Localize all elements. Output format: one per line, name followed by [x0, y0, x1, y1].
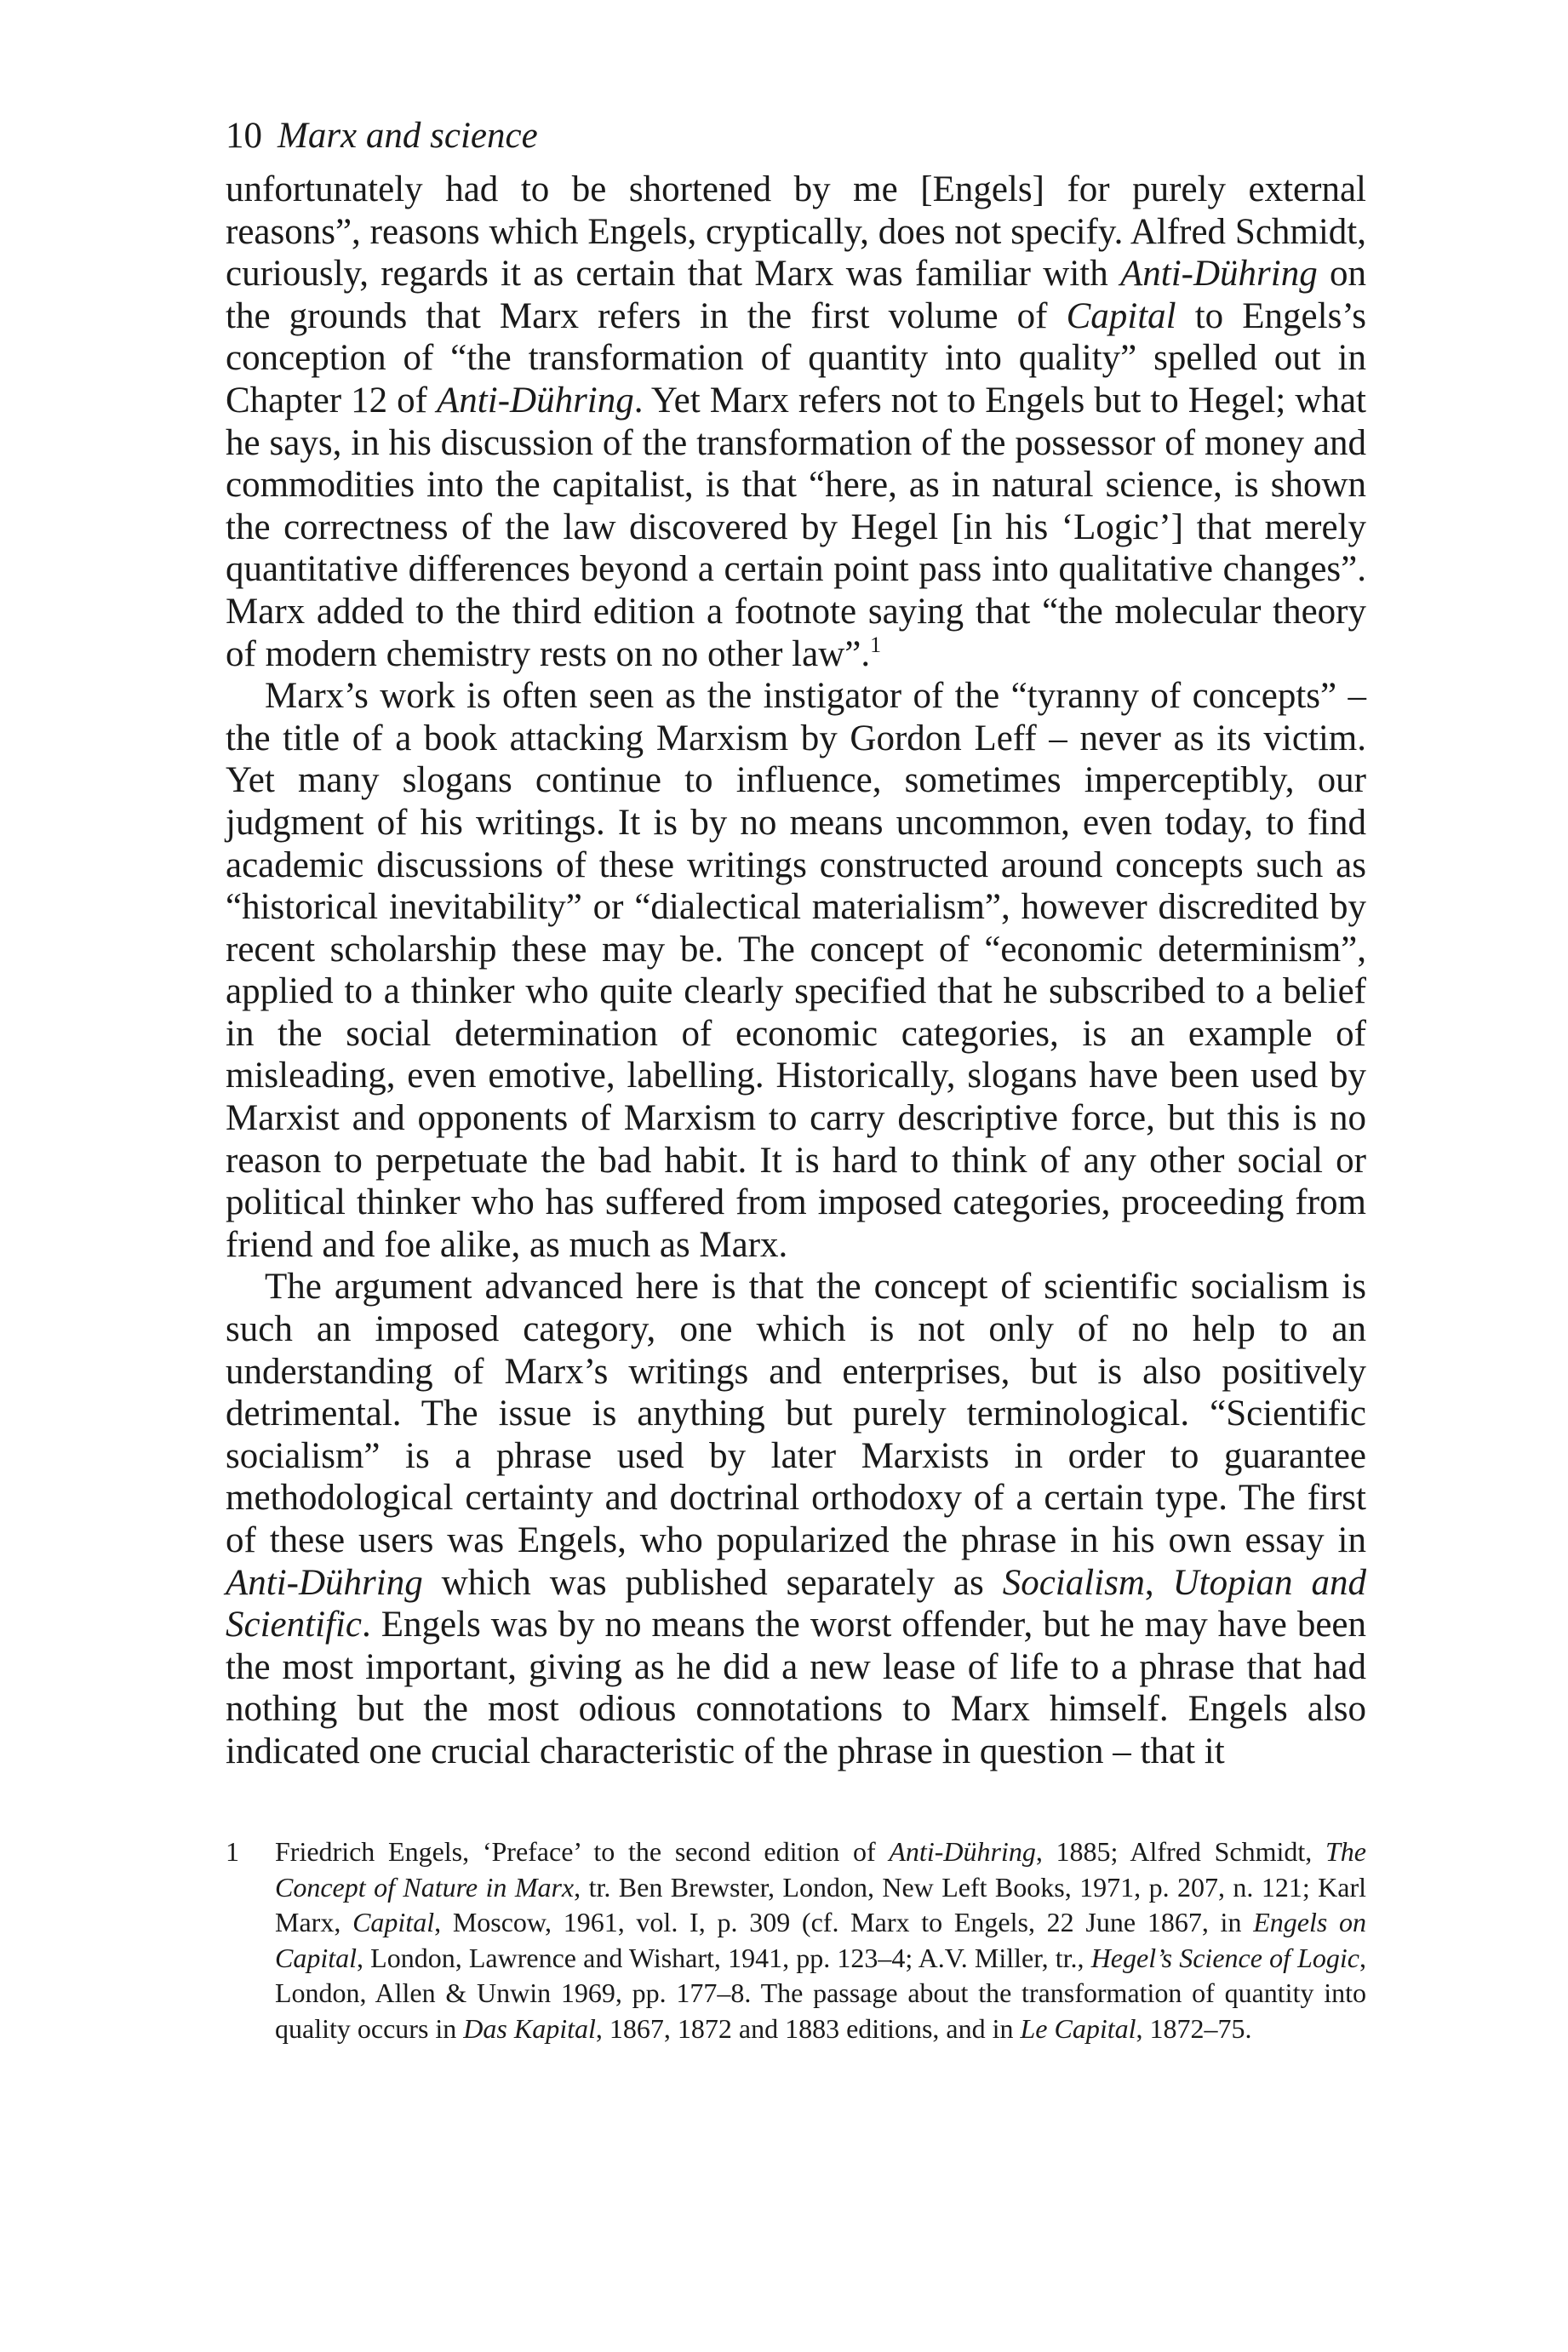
body-paragraph: [226, 675, 1366, 1266]
footnote-number: 1: [226, 1836, 239, 1867]
italic-text: Anti-Dühring: [1120, 254, 1318, 295]
italic-text: Socialism: [1002, 1562, 1145, 1603]
text-run: , tr. Ben Brewster, London, New Left Books, 1971, p. 207, n. 121; Karl Marx,: [275, 1871, 1367, 1937]
book-page: [226, 111, 1367, 2044]
italic-text: Anti-Dühring: [437, 380, 634, 421]
text-run: . Engels was by no means the worst offender, but he may have been the most important, giving as he did a new lease of life to a phrase that had nothing but the most odious connotations to Marx himself. Engels also indicated one crucial characteristic of the phrase in question – that it: [226, 1605, 1366, 1771]
italic-text: The Concept of Nature in Marx: [275, 1836, 1366, 1903]
body-text: [226, 169, 1366, 1773]
italic-text: Anti-Dühring: [226, 1562, 423, 1603]
text-run: Friedrich Engels, ‘Preface’ to the second edition of: [275, 1836, 890, 1867]
italic-text: Engels on Capital: [275, 1907, 1367, 1973]
text-run: unfortunately had to be shortened by me [Engels] for purely external reasons”, reasons which Engels, cryptically, does not specify. Alfred Schmidt, curiously, regards it as certain that Marx was familiar with: [226, 169, 1366, 295]
footnote: [226, 1834, 1366, 2046]
footnotes: [226, 1834, 1366, 2046]
text-run: ,: [1144, 1562, 1173, 1603]
text-run: , 1872–75.: [1136, 2012, 1252, 2044]
page-number: 10: [226, 116, 262, 156]
italic-text: Anti-Dühring: [889, 1836, 1036, 1867]
italic-text: Le Capital: [1020, 2012, 1136, 2044]
text-run: which was published separately as: [422, 1562, 1003, 1603]
text-run: Marx’s work is often seen as the instigator of the “tyranny of concepts” – the title of a book attacking Marxism by Gordon Leff – never as its victim. Yet many slogans continue to influence, sometimes imperceptibly, our judgment of his writings. It is by no means uncommon, even today, to find academic discussions of these writings constructed around concepts such as “historical inevitability” or “dialectical materialism”, however discredited by recent scholarship these may be. The concept of “economic determinism”, applied to a thinker who quite clearly specified that he subscribed to a belief in the social determination of economic categories, is an example of misleading, even emotive, labelling. Historically, slogans have been used by Marxist and opponents of Marxism to carry descriptive force, but this is no reason to perpetuate the bad habit. It is hard to think of any other social or political thinker who has suffered from imposed categories, proceeding from friend and foe alike, as much as Marx.: [226, 676, 1366, 1265]
footnote-reference[interactable]: 1: [870, 632, 882, 657]
running-head: [226, 111, 1366, 162]
body-paragraph: [226, 1266, 1366, 1772]
text-run: on the grounds that Marx refers in the first volume of: [226, 254, 1367, 336]
italic-text: Utopian and Scientific: [226, 1562, 1367, 1645]
text-run: The argument advanced here is that the concept of scientific socialism is such an imposed category, one which is not only of no help to an understanding of Marx’s writings and enterprises, but is also positively detrimental. The issue is anything but purely terminological. “Scientific socialism” is a phrase used by later Marxists in order to guarantee methodological certainty and doctrinal orthodoxy of a certain type. The first of these users was Engels, who popularized the phrase in his own essay in: [226, 1267, 1366, 1560]
text-run: , Moscow, 1961, vol. I, p. 309 (cf. Marx to Engels, 22 June 1867, in: [434, 1907, 1254, 1937]
italic-text: Hegel’s Science of Logic: [1090, 1942, 1360, 1973]
text-run: , London, Allen & Unwin 1969, pp. 177–8. The passage about the transformation of quantity into quality occurs in: [275, 1942, 1367, 2044]
footnote-text: [275, 1834, 1366, 2046]
text-run: , London, Lawrence and Wishart, 1941, pp. 123–4; A.V. Miller, tr.,: [357, 1942, 1091, 1973]
text-run: , 1867, 1872 and 1883 editions, and in: [595, 2012, 1021, 2044]
running-head-title: Marx and science: [278, 116, 538, 156]
italic-text: Capital: [1066, 295, 1176, 336]
italic-text: Das Kapital: [463, 2012, 596, 2044]
text-run: , 1885; Alfred Schmidt,: [1035, 1836, 1325, 1867]
italic-text: Capital: [352, 1907, 435, 1937]
body-paragraph: [226, 169, 1366, 675]
text-run: to Engels’s conception of “the transformation of quantity into quality” spelled out in Chapter 12 of: [226, 295, 1366, 421]
text-run: . Yet Marx refers not to Engels but to Hegel; what he says, in his discussion of the transformation of the possessor of money and commodities into the capitalist, is that “here, as in natural science, is shown the correctness of the law discovered by Hegel [in his ‘Logic’] that merely quantitative differences beyond a certain point pass into qualitative changes”. Marx added to the third edition a footnote saying that “the molecular theory of modern chemistry rests on no other law”.: [226, 380, 1366, 674]
